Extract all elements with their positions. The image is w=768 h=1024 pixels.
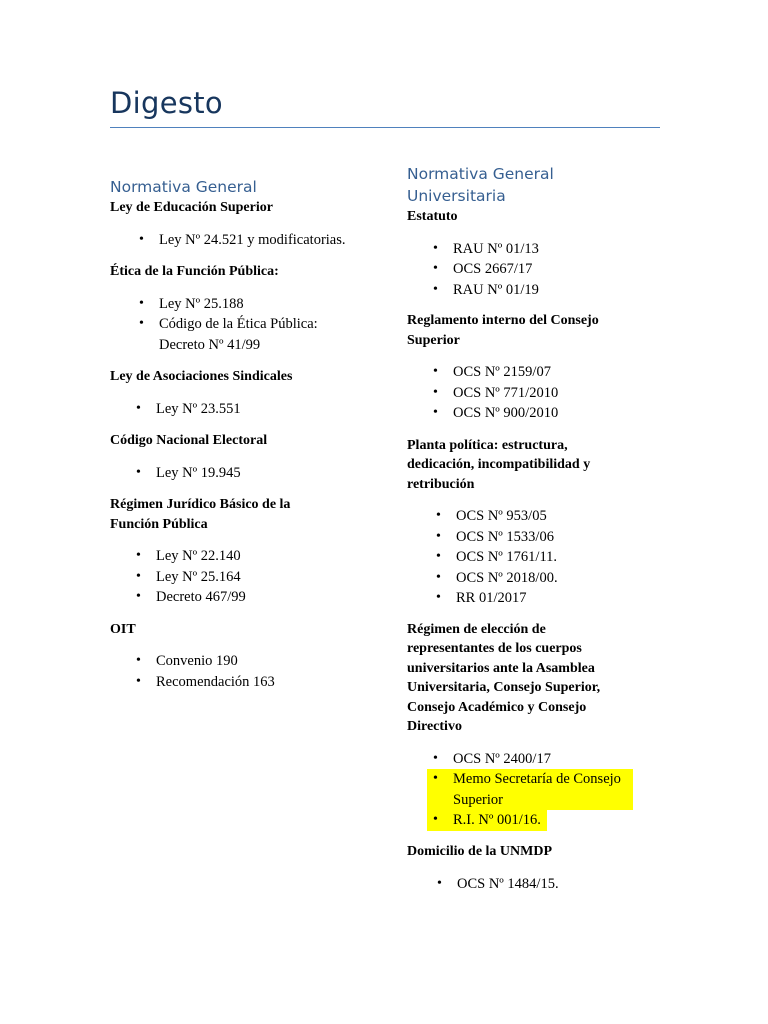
section-title: Código Nacional Electoral <box>110 433 268 448</box>
section-title: Ética de la Función Pública: <box>110 264 279 279</box>
left-column <box>110 176 370 692</box>
section-title-line: Consejo Académico y Consejo <box>407 699 587 715</box>
list-item: • Ley Nº 25.188 <box>159 294 370 315</box>
section-title: Estatuto <box>407 209 458 224</box>
section-title-line: universitarios ante la Asamblea <box>407 660 595 676</box>
section-title: Ley de Asociaciones Sindicales <box>110 369 293 384</box>
section-title: Ley de Educación Superior <box>110 200 273 215</box>
section-list <box>457 874 667 895</box>
document-title: Digesto <box>110 86 223 120</box>
list-item: • OCS Nº 1761/11. <box>456 547 667 568</box>
section-title-line: Planta política: estructura, <box>407 437 568 453</box>
list-item: • OCS 2667/17 <box>453 259 667 280</box>
section-list <box>159 230 370 251</box>
highlighted-text: Memo Secretaría de Consejo <box>453 771 621 787</box>
list-item-highlighted <box>427 769 633 810</box>
section-list <box>159 294 370 356</box>
list-item: • OCS Nº 2018/00. <box>456 568 667 589</box>
section-title <box>407 436 667 495</box>
list-item: • Código de la Ética Pública: <box>159 314 370 335</box>
section-title: Domicilio de la UNMDP <box>407 843 553 859</box>
list-item: • OCS Nº 1484/15. <box>457 874 667 895</box>
list-item: • OCS Nº 1533/06 <box>456 527 667 548</box>
section-list <box>453 362 667 424</box>
list-item-continuation: Decreto Nº 41/99 <box>159 336 261 353</box>
section-list <box>156 651 370 692</box>
section-list <box>156 546 370 608</box>
list-item: • Ley Nº 23.551 <box>156 399 370 420</box>
list-item: • Decreto 467/99 <box>156 587 370 608</box>
section-list <box>456 506 667 609</box>
list-item: • OCS Nº 953/05 <box>456 506 667 527</box>
list-item: • OCS Nº 2400/17 <box>453 749 667 770</box>
section-title <box>407 620 667 737</box>
list-item: • RAU Nº 01/19 <box>453 280 667 301</box>
highlighted-text: R.I. Nº 001/16. <box>453 812 541 828</box>
list-item: • Ley Nº 25.164 <box>156 567 370 588</box>
list-item: • OCS Nº 2159/07 <box>453 362 667 383</box>
section-title-line: Régimen Jurídico Básico de la <box>110 497 291 512</box>
right-heading-line: Universitaria <box>407 187 506 205</box>
section-title <box>407 311 667 350</box>
section-title-line: Directivo <box>407 719 462 734</box>
section-title-line: Régimen de elección de <box>407 621 546 637</box>
section-list <box>453 239 667 301</box>
section-title-line: Reglamento interno del Consejo <box>407 313 599 328</box>
right-heading-line: Normativa General <box>407 165 554 183</box>
list-item: • RAU Nº 01/13 <box>453 239 667 260</box>
list-item: • Recomendación 163 <box>156 672 370 693</box>
list-item-highlighted <box>427 810 547 831</box>
right-heading <box>407 163 667 207</box>
list-item: • Convenio 190 <box>156 651 370 672</box>
section-title: OIT <box>110 621 136 637</box>
right-column <box>407 163 667 895</box>
list-item: • OCS Nº 771/2010 <box>453 383 667 404</box>
list-item: • Ley Nº 24.521 y modificatorias. <box>159 230 370 251</box>
section-title-line: Función Pública <box>110 516 208 532</box>
highlighted-text: Superior <box>453 791 503 808</box>
section-title-line: dedicación, incompatibilidad y <box>407 457 591 472</box>
section-list <box>453 749 667 831</box>
section-title-line: representantes de los cuerpos <box>407 641 582 656</box>
section-title-line: Superior <box>407 332 460 348</box>
section-title <box>110 495 370 534</box>
title-divider <box>110 127 660 128</box>
list-item: • Ley Nº 22.140 <box>156 546 370 567</box>
section-title-line: Universitaria, Consejo Superior, <box>407 680 601 695</box>
list-item: • RR 01/2017 <box>456 588 667 609</box>
section-list <box>156 399 370 420</box>
section-list <box>156 463 370 484</box>
section-title-line: retribución <box>407 476 475 492</box>
left-heading: Normativa General <box>110 178 257 196</box>
list-item: • Ley Nº 19.945 <box>156 463 370 484</box>
list-item: • OCS Nº 900/2010 <box>453 403 667 424</box>
